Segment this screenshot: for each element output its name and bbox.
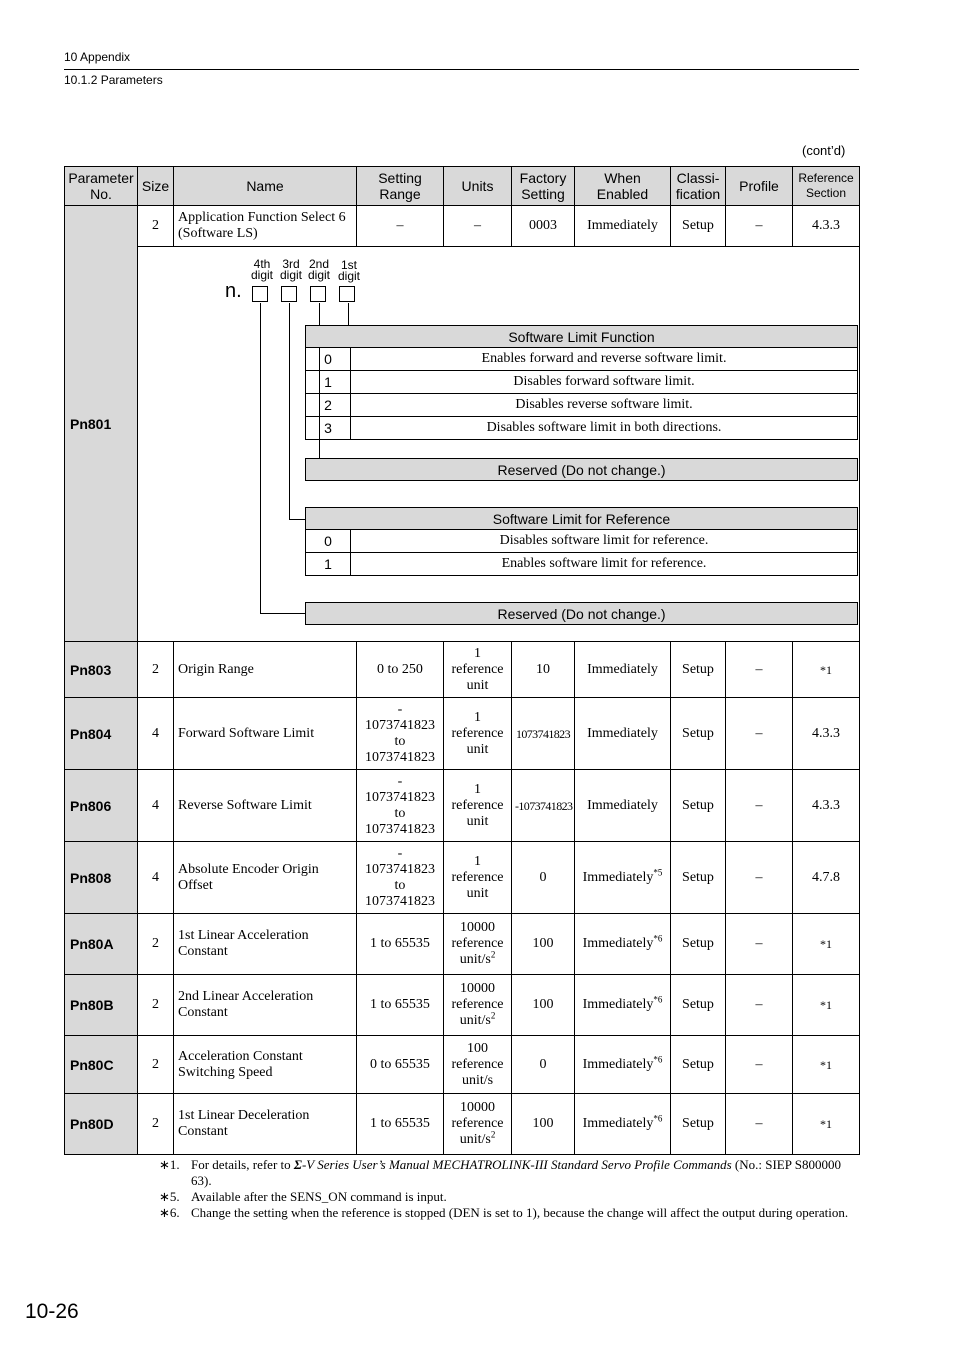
col-reference-section: Reference Section bbox=[793, 167, 860, 206]
list-item: 0 Enables forward and reverse software limit. bbox=[306, 348, 858, 371]
col-name: Name bbox=[174, 167, 357, 206]
reserved-2nd-table bbox=[305, 458, 858, 481]
param-ref: 4.3.3 bbox=[793, 206, 860, 247]
digit-box-2nd bbox=[310, 286, 326, 302]
list-item: 3 Disables software limit in both directions. bbox=[306, 417, 858, 440]
group-title: Reserved (Do not change.) bbox=[306, 603, 858, 625]
continued-label: (cont’d) bbox=[802, 143, 846, 158]
table-row: Pn808 4 Absolute Encoder Origin Offset - 1073741823 to 1073741823 1 reference unit 0 Immediately$^{*5}$ Setup – 4.7.8 bbox=[65, 842, 860, 914]
table-row: Pn806 4 Reverse Software Limit - 1073741823 to 1073741823 1 reference unit -1073741823 Immediately Setup – 4.3.3 bbox=[65, 770, 860, 842]
parameter-table bbox=[64, 166, 860, 1155]
connector-4th bbox=[260, 303, 261, 613]
software-limit-function-table bbox=[305, 325, 858, 440]
group-title: Software Limit Function bbox=[306, 326, 858, 348]
col-when-enabled: When Enabled bbox=[575, 167, 671, 206]
param-units: – bbox=[444, 206, 512, 247]
software-limit-reference-table bbox=[305, 507, 858, 576]
table-row: Pn80B 2 2nd Linear Acceleration Constant 1 to 65535 10000 reference unit/$s^2$ 100 Immediately$^{*6}$ Setup – *1 bbox=[65, 975, 860, 1036]
param-range: – bbox=[357, 206, 444, 247]
param-enabled: Immediately bbox=[575, 206, 671, 247]
footnotes bbox=[159, 1157, 859, 1221]
list-item: 1 Enables software limit for reference. bbox=[306, 553, 858, 576]
digit-box-3rd bbox=[281, 286, 297, 302]
table-row: Pn80A 2 1st Linear Acceleration Constant 1 to 65535 10000 reference unit/$s^2$ 100 Immediately$^{*6}$ Setup – *1 bbox=[65, 914, 860, 975]
digit-label-4th: 4th digit bbox=[250, 257, 273, 282]
col-profile: Profile bbox=[726, 167, 793, 206]
page-number: 10-26 bbox=[25, 1300, 79, 1323]
digit-label-2nd: 2nd digit bbox=[307, 257, 330, 282]
digit-box-1st bbox=[339, 286, 355, 302]
footnote-5: ∗5. Available after the SENS_ON command is input. bbox=[159, 1189, 447, 1204]
col-classification: Classi- fication bbox=[671, 167, 726, 206]
list-item: 1 Disables forward software limit. bbox=[306, 371, 858, 394]
param-name: Application Function Select 6 (Software LS) bbox=[174, 206, 357, 247]
digit-label-1st: 1st digit bbox=[337, 258, 360, 283]
header-chapter: 10 Appendix bbox=[64, 50, 131, 64]
param-no: Pn801 bbox=[65, 206, 138, 642]
table-row bbox=[65, 206, 860, 247]
param-factory: 0003 bbox=[512, 206, 575, 247]
digit-diagram bbox=[138, 247, 860, 642]
table-row: Pn804 4 Forward Software Limit - 1073741823 to 1073741823 1 reference unit 1073741823 Immediately Setup – 4.3.3 bbox=[65, 698, 860, 770]
header-rule bbox=[64, 69, 859, 70]
param-profile: – bbox=[726, 206, 793, 247]
table-row: Pn80C 2 Acceleration Constant Switching Speed 0 to 65535 100 reference unit/s 0 Immediately$^{*6}$ Setup – *1 bbox=[65, 1036, 860, 1094]
param-class: Setup bbox=[671, 206, 726, 247]
col-units: Units bbox=[444, 167, 512, 206]
connector-3rd bbox=[289, 303, 290, 519]
table-row: Pn80D 2 1st Linear Deceleration Constant 1 to 65535 10000 reference unit/$s^2$ 100 Immediately$^{*6}$ Setup – *1 bbox=[65, 1094, 860, 1155]
group-title: Software Limit for Reference bbox=[306, 508, 858, 530]
table-row: Pn803 2 Origin Range 0 to 250 1 reference unit 10 Immediately Setup – *1 bbox=[65, 642, 860, 698]
list-item: 0 Disables software limit for reference. bbox=[306, 530, 858, 553]
col-size: Size bbox=[138, 167, 174, 206]
digit-label-3rd: 3rd digit bbox=[279, 257, 302, 282]
footnote-1: ∗1. For details, refer to Σ-V Series User’s Manual MECHATROLINK-III Standard Servo Profile Commands (No.: SIEP S800000 63). bbox=[159, 1157, 841, 1188]
group-title: Reserved (Do not change.) bbox=[306, 459, 858, 481]
header-section: 10.1.2 Parameters bbox=[64, 73, 163, 87]
digit-diagram-row bbox=[65, 247, 860, 642]
footnote-6: ∗6. Change the setting when the reference is stopped (DEN is set to 1), because the change will affect the output during operation. bbox=[159, 1205, 849, 1220]
digit-box-4th bbox=[252, 286, 268, 302]
list-item: 2 Disables reverse software limit. bbox=[306, 394, 858, 417]
col-setting-range: Setting Range bbox=[357, 167, 444, 206]
n-prefix: n. bbox=[225, 280, 242, 302]
reserved-4th-table bbox=[305, 602, 858, 625]
param-size: 2 bbox=[138, 206, 174, 247]
col-parameter-no: Parameter No. bbox=[65, 167, 138, 206]
table-header-row bbox=[65, 167, 860, 206]
col-factory-setting: Factory Setting bbox=[512, 167, 575, 206]
